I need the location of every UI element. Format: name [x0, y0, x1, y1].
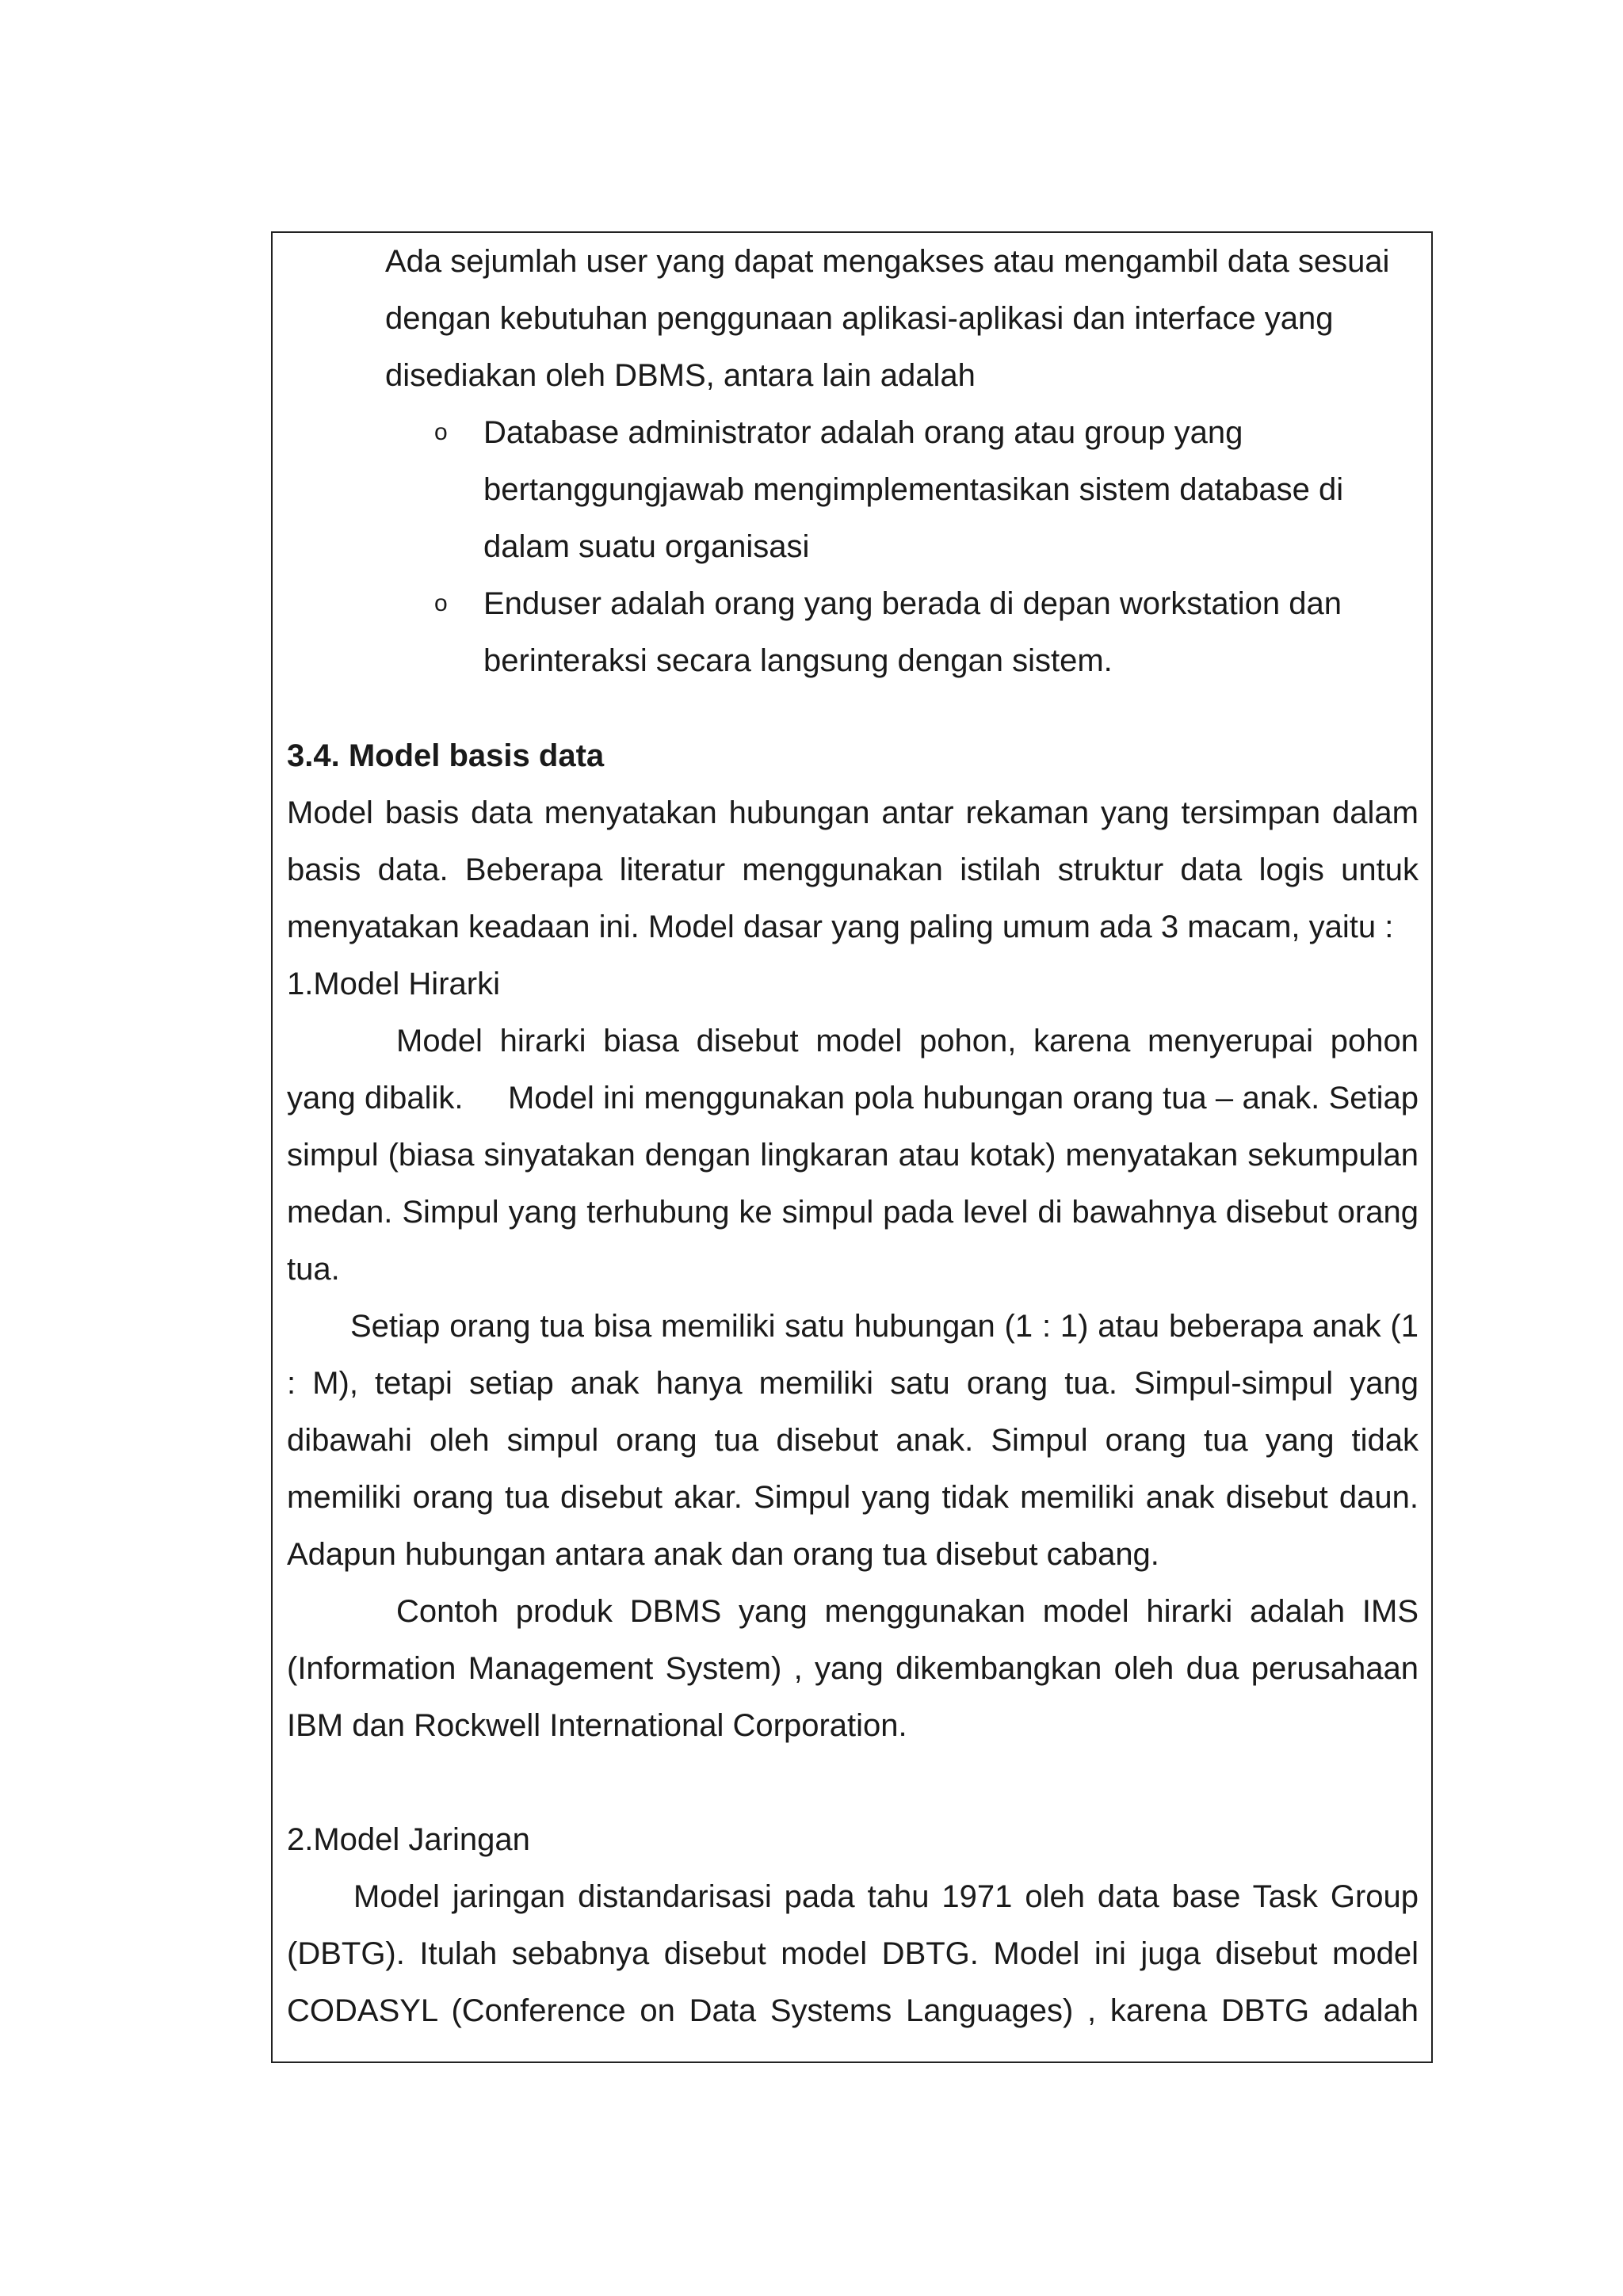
list-item-enduser [385, 575, 1419, 689]
section-heading-model-basis-data: 3.4. Model basis data [287, 738, 605, 773]
users-intro-paragraph: Ada sejumlah user yang dapat mengakses atau mengambil data sesuai dengan kebutuhan penggunaan aplikasi-aplikasi dan interface yang disediakan oleh DBMS, antara lain adalah [385, 244, 1390, 393]
user-type-list [287, 404, 1419, 689]
section-intro-paragraph: Model basis data menyatakan hubungan antar rekaman yang tersimpan dalam basis data. Beberapa literatur menggunakan istilah struktur data logis untuk menyatakan keadaan ini. Model dasar yang paling umum ada 3 macam, yaitu : [287, 795, 1419, 944]
hirarki-paragraph-2: Setiap orang tua bisa memiliki satu hubungan (1 : 1) atau beberapa anak (1 : M), tetapi setiap anak hanya memiliki satu orang tua. Simpul-simpul yang dibawahi oleh simpul orang tua disebut anak. Simpul orang tua yang tidak memiliki orang tua disebut akar. Simpul yang tidak memiliki anak disebut daun. Adapun hubungan antara anak dan orang tua disebut cabang. [287, 1309, 1419, 1572]
hirarki-paragraph-3: Contoh produk DBMS yang menggunakan model hirarki adalah IMS (Information Management System) , yang dikembangkan oleh dua perusahaan IBM dan Rockwell International Corporation. [287, 1594, 1419, 1743]
sub-heading-model-hirarki: 1.Model Hirarki [287, 967, 500, 1001]
hirarki-paragraph-1: Model hirarki biasa disebut model pohon, karena menyerupai pohon yang dibalik. Model ini menggunakan pola hubungan orang tua – anak. Setiap simpul (biasa sinyatakan dengan lingkaran atau kotak) menyatakan sekumpulan medan. Simpul yang terhubung ke simpul pada level di bawahnya disebut orang tua. [287, 1024, 1428, 1287]
list-item-database-administrator [385, 404, 1419, 575]
hollow-bullet-icon: o [434, 590, 448, 616]
sub-heading-model-jaringan: 2.Model Jaringan [287, 1822, 530, 1857]
hollow-bullet-icon: o [434, 419, 448, 445]
document-content [287, 233, 1428, 2039]
list-item-text: Database administrator adalah orang atau group yang bertanggungjawab mengimplementasikan sistem database di dalam suatu organisasi [483, 415, 1344, 564]
jaringan-paragraph-1: Model jaringan distandarisasi pada tahu 1971 oleh data base Task Group (DBTG). Itulah sebabnya disebut model DBTG. Model ini juga disebut model CODASYL (Conference on Data Systems Languages) , karena DBTG adalah [287, 1879, 1419, 2028]
list-item-text: Enduser adalah orang yang berada di depan workstation dan berinteraksi secara langsung dengan sistem. [483, 586, 1342, 678]
document-frame [271, 231, 1433, 2063]
paragraph-gap [287, 1754, 1419, 1811]
